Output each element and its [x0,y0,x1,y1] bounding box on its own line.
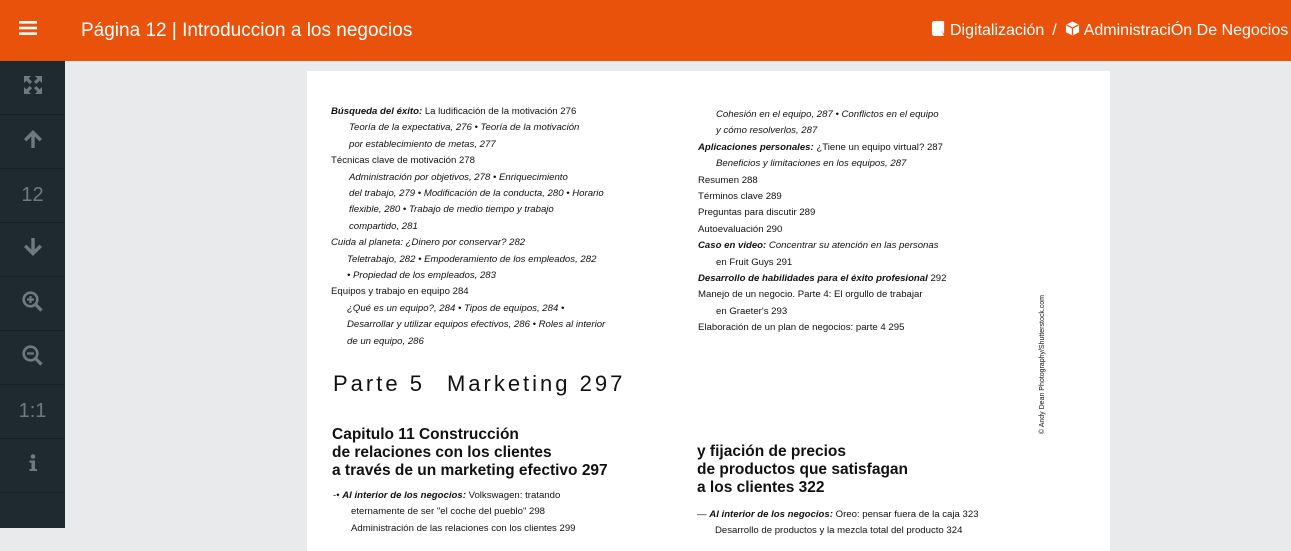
toc-text: Desarrollo de habilidades para el éxito profesional [698,273,928,285]
toc-line [331,252,605,268]
toc-text: Administración por objetivos, 278 • Enriquecimiento [349,171,568,183]
zoom-out-button[interactable] [0,331,65,385]
toc-text: • Propiedad de los empleados, 283 [347,270,496,282]
chapter-heading-line: y fijación de precios [697,443,847,460]
toc-line [698,271,946,287]
next-page-button[interactable] [0,223,65,277]
toc-text: Cohesión en el equipo, 287 • Conflictos en el equipo [716,109,939,120]
chapter-11-heading [332,426,608,480]
breadcrumb-separator: / [1052,21,1057,39]
photo-credit-text: © Andy Dean Photography/Shutterstock.com [1039,294,1046,434]
breadcrumb-administracion[interactable] [1065,21,1289,41]
toc-line [698,304,946,320]
document-page [307,71,1110,551]
toc-text: de un equipo, 286 [347,335,424,347]
breadcrumb-label-digitalizacion: Digitalización [950,21,1045,39]
top-bar [0,0,1291,61]
toc-line [331,120,605,136]
toc-line [331,170,605,186]
zoom-out-icon [22,345,43,371]
toc-line [331,235,605,251]
previous-page-button[interactable] [0,115,65,169]
toc-text: Al interior de los negocios: [342,490,466,501]
toc-text: por establecimiento de metas, 277 [349,138,496,150]
toc-text: Autoevaluación 290 [698,223,783,235]
chapter-heading-line: de productos que satisfagan [697,461,909,478]
toc-text: Al interior de los negocios: [709,509,833,520]
toc-line [331,301,605,317]
sidebar-toolbar [0,61,65,528]
page-title: Página 12 | Introduccion a los negocios [81,19,413,41]
toc-line [333,521,576,537]
zoom-in-button[interactable] [0,277,65,331]
expand-icon [23,75,43,100]
toc-text: Teoría de la expectativa, 276 • Teoría de la motivación [349,122,580,134]
breadcrumb [931,0,1291,61]
breadcrumb-label-administracion: AdministraciÓn De Negocios [1083,21,1289,39]
toc-line [698,189,946,205]
toc-text: 292 [927,273,947,285]
toc-text: en Fruit Guys 291 [716,256,793,268]
toc-line [331,268,605,284]
menu-button[interactable] [0,0,55,61]
toc-line [331,284,605,300]
toc-text: en Graeter's 293 [716,305,788,317]
toc-line [698,255,946,271]
toc-text: Cuida al planeta: ¿Dinero por conservar? 282 [331,237,526,249]
toc-text: -• [333,490,343,501]
toc-line [331,317,605,333]
toc-line [698,320,946,336]
toc-text: Aplicaciones personales: [698,141,814,153]
toc-line [331,186,605,202]
toc-line [331,137,605,153]
toc-text: flexible, 280 • Trabajo de medio tiempo y trabajo [349,204,554,216]
toc-text: Resumen 288 [698,174,758,186]
toc-text: Términos clave 289 [698,191,782,203]
toc-line [698,173,946,189]
page-number-indicator[interactable]: 12 [0,169,65,223]
toc-text: eternamente de ser "el coche del pueblo" 298 [351,506,546,518]
toc-text: Teletrabajo, 282 • Empoderamiento de los empleados, 282 [347,253,597,265]
chapter-12-entries [697,507,979,540]
fullscreen-button[interactable] [0,61,65,115]
toc-text: Beneficios y limitaciones en los equipos, 287 [716,158,907,170]
photo-credit [1037,294,1049,436]
toc-line [331,153,605,169]
toc-text: La ludificación de la motivación 276 [422,106,577,117]
toc-line [697,507,979,523]
document-viewer[interactable] [65,61,1291,537]
toc-line [698,222,946,238]
toc-line [697,523,979,539]
hamburger-icon [19,20,37,41]
chapter-11-entries [333,488,576,537]
arrow-up-icon [23,129,43,154]
toc-line [333,504,576,520]
toc-line [698,140,946,156]
toc-text: compartido, 281 [349,220,418,232]
toc-left-column [331,104,605,350]
chapter-12-heading [697,443,908,497]
toc-text: Caso en video: [698,240,767,252]
toc-line [331,104,605,120]
toc-line [698,123,946,139]
info-icon [28,454,38,477]
toc-text: Concentrar su atención en las personas [766,240,939,252]
toc-text: ¿Qué es un equipo?, 284 • Tipos de equipos, 284 • [347,302,565,314]
toc-text: Técnicas clave de motivación 278 [331,155,475,167]
arrow-down-icon [23,237,43,262]
chapter-heading-line: Capitulo 11 Construcción [332,426,519,443]
breadcrumb-digitalizacion[interactable] [931,21,1044,41]
toc-text: Administración de las relaciones con los clientes 299 [351,522,576,534]
toc-line [698,238,946,254]
toc-line [698,287,946,303]
part-title: Marketing 297 [446,371,626,396]
toc-right-column [698,107,946,337]
toc-text: Equipos y trabajo en equipo 284 [331,286,469,298]
toc-text: Volkswagen: tratando [465,490,561,501]
chapter-heading-line: a través de un marketing efectivo 297 [332,462,608,479]
toc-text: — [697,509,710,520]
chapter-heading-line: de relaciones con los clientes [332,444,552,461]
book-icon [931,21,950,41]
actual-size-button[interactable]: 1:1 [0,385,65,439]
toc-line [331,219,605,235]
toc-text: del trabajo, 279 • Modificación de la conducta, 280 • Horario [349,188,604,200]
toc-line [333,488,576,504]
toc-text: Búsqueda del éxito: [331,106,423,117]
chapter-heading-line: a los clientes 322 [697,479,825,496]
toc-line [698,156,946,172]
toc-line [698,205,946,221]
toc-line [331,334,605,350]
cube-icon [1065,21,1084,41]
zoom-in-icon [22,291,43,317]
info-button[interactable] [0,439,65,493]
part-label: Parte 5 [333,371,425,396]
toc-line [331,202,605,218]
toc-text: Desarrollar y utilizar equipos efectivos, 286 • Roles al interior [347,319,606,331]
toc-text: Oreo: pensar fuera de la caja 323 [832,509,979,520]
toc-text: ¿Tiene un equipo virtual? 287 [813,141,943,153]
toc-text: Desarrollo de productos y la mezcla total del producto 324 [715,525,963,537]
toc-text: y cómo resolverlos, 287 [716,125,818,137]
toc-text: Elaboración de un plan de negocios: parte 4 295 [698,322,905,334]
toc-text: Manejo de un negocio. Parte 4: El orgullo de trabajar [698,289,923,301]
part-heading [333,371,625,397]
toc-line [698,107,946,123]
toc-text: Preguntas para discutir 289 [698,207,816,219]
